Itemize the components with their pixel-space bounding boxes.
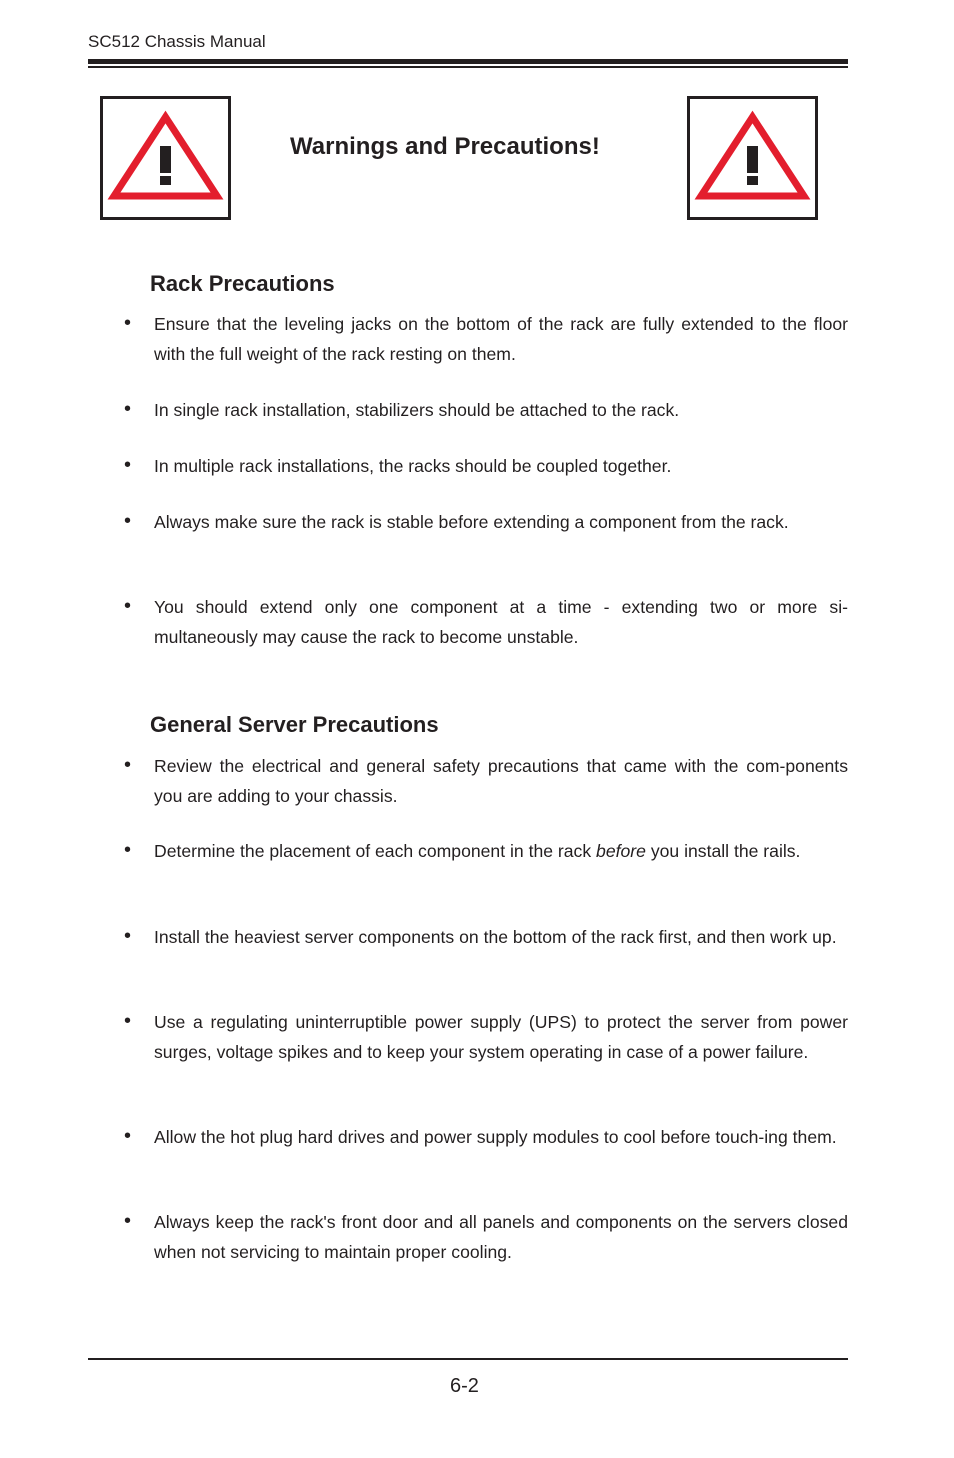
- section-heading: General Server Precautions: [150, 712, 439, 737]
- item-text-after: you install the rails.: [645, 841, 801, 861]
- item-text-emphasis: before: [596, 841, 646, 861]
- header-rule-thin: [88, 66, 848, 68]
- bullet: •: [124, 754, 132, 776]
- page-title: Warnings and Precautions!: [290, 133, 600, 160]
- list-item: You should extend only one component at a time - extending two or more si-multaneously may cause the rack to become unstable.: [154, 597, 848, 647]
- bullet: •: [124, 1125, 132, 1147]
- list-item: In multiple rack installations, the racks should be coupled together.: [154, 456, 672, 476]
- bullet: •: [124, 398, 132, 420]
- bullet: •: [124, 925, 132, 947]
- bullet: •: [124, 454, 132, 476]
- list-item: Install the heaviest server components on the bottom of the rack first, and then work up.: [154, 927, 837, 947]
- page-number: 6-2: [450, 1375, 479, 1397]
- list-item: Allow the hot plug hard drives and power supply modules to cool before touch-ing them.: [154, 1127, 837, 1147]
- header-rule: [88, 59, 848, 64]
- warning-triangle-icon: [687, 96, 818, 220]
- bullet: •: [124, 1010, 132, 1032]
- item-text-before: Determine the placement of each component in the rack: [154, 841, 597, 861]
- bullet: •: [124, 1210, 132, 1232]
- bullet: •: [124, 312, 132, 334]
- list-item: Always keep the rack's front door and all panels and components on the servers closed when not servicing to maintain proper cooling.: [154, 1212, 848, 1262]
- bullet: •: [124, 839, 132, 861]
- running-header: SC512 Chassis Manual: [88, 32, 266, 51]
- footer-rule: [88, 1358, 848, 1360]
- list-item: In single rack installation, stabilizers should be attached to the rack.: [154, 400, 680, 420]
- list-item: Review the electrical and general safety precautions that came with the com-ponents you are adding to your chassis.: [154, 756, 848, 806]
- bullet: •: [124, 510, 132, 532]
- bullet: •: [124, 595, 132, 617]
- list-item: [154, 837, 848, 867]
- list-item: Ensure that the leveling jacks on the bottom of the rack are fully extended to the floor with the full weight of the rack resting on them.: [154, 314, 848, 364]
- section-heading: Rack Precautions: [150, 271, 335, 296]
- list-item: Always make sure the rack is stable before extending a component from the rack.: [154, 512, 789, 532]
- list-item: Use a regulating uninterruptible power supply (UPS) to protect the server from power surges, voltage spikes and to keep your system operating in case of a power failure.: [154, 1012, 848, 1062]
- warning-triangle-icon: [100, 96, 231, 220]
